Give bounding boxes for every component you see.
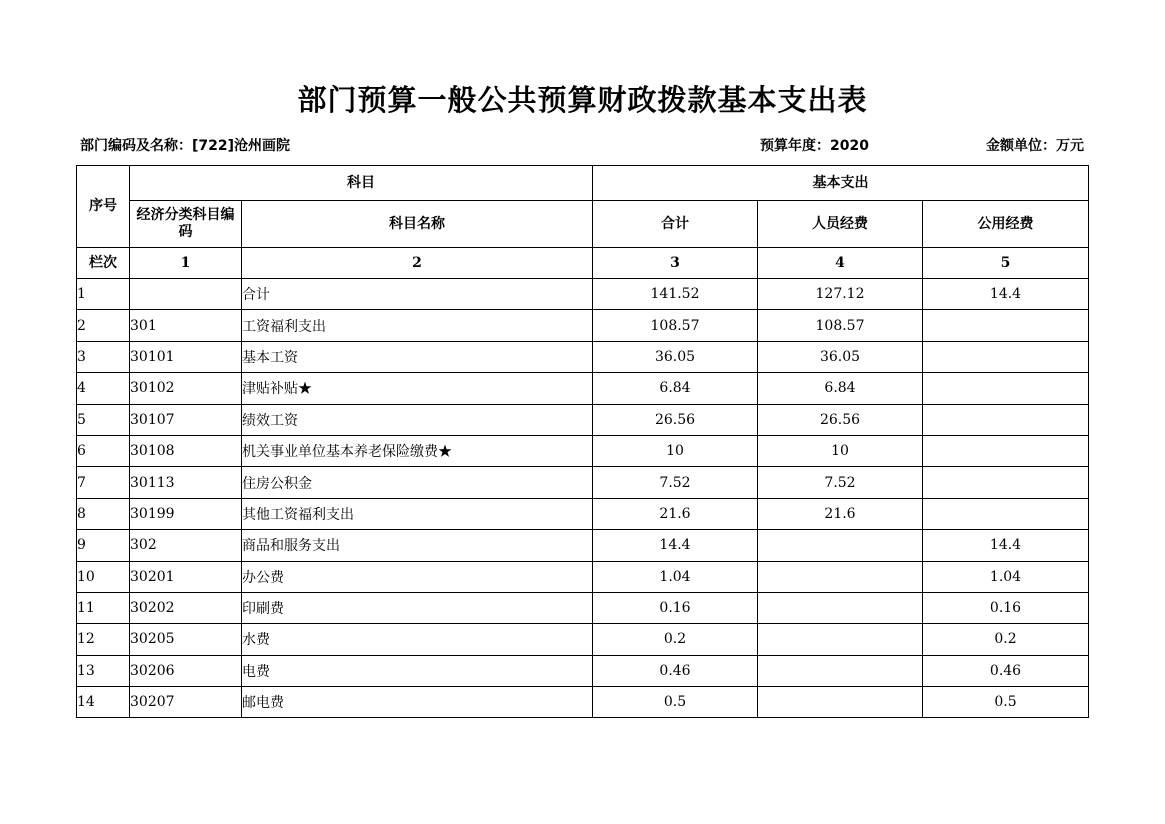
cell-total: 21.6 <box>593 498 758 529</box>
cell-personnel: 21.6 <box>758 498 923 529</box>
table-row <box>77 341 1089 372</box>
cell-public: 14.4 <box>923 530 1089 561</box>
cell-seq: 4 <box>77 373 130 404</box>
cell-seq: 14 <box>77 687 130 718</box>
table-row <box>77 279 1089 310</box>
cell-code: 30101 <box>130 341 242 372</box>
cell-personnel <box>758 687 923 718</box>
cell-code: 30113 <box>130 467 242 498</box>
cell-total: 6.84 <box>593 373 758 404</box>
cell-public: 0.5 <box>923 687 1089 718</box>
header-col-number: 4 <box>758 248 923 279</box>
cell-personnel <box>758 655 923 686</box>
cell-seq: 5 <box>77 404 130 435</box>
cell-name: 邮电费 <box>242 687 593 718</box>
cell-personnel: 10 <box>758 435 923 466</box>
header-seq: 序号 <box>77 166 130 248</box>
header-col-number: 5 <box>923 248 1089 279</box>
cell-name: 其他工资福利支出 <box>242 498 593 529</box>
cell-seq: 6 <box>77 435 130 466</box>
department-label: 部门编码及名称：[722]沧州画院 <box>80 138 291 154</box>
cell-public <box>923 498 1089 529</box>
cell-name: 商品和服务支出 <box>242 530 593 561</box>
cell-total: 141.52 <box>593 279 758 310</box>
cell-total: 26.56 <box>593 404 758 435</box>
table-row <box>77 310 1089 341</box>
table-row <box>77 498 1089 529</box>
cell-seq: 9 <box>77 530 130 561</box>
cell-seq: 3 <box>77 341 130 372</box>
table-row <box>77 373 1089 404</box>
cell-seq: 7 <box>77 467 130 498</box>
cell-name: 绩效工资 <box>242 404 593 435</box>
cell-name: 机关事业单位基本养老保险缴费★ <box>242 435 593 466</box>
cell-personnel: 6.84 <box>758 373 923 404</box>
cell-total: 1.04 <box>593 561 758 592</box>
cell-total: 7.52 <box>593 467 758 498</box>
cell-name: 办公费 <box>242 561 593 592</box>
cell-total: 0.46 <box>593 655 758 686</box>
table-row <box>77 530 1089 561</box>
cell-total: 108.57 <box>593 310 758 341</box>
cell-seq: 8 <box>77 498 130 529</box>
cell-public: 0.16 <box>923 592 1089 623</box>
cell-public: 14.4 <box>923 279 1089 310</box>
budget-table <box>76 165 1089 718</box>
cell-code: 30206 <box>130 655 242 686</box>
cell-name: 电费 <box>242 655 593 686</box>
header-econ-code: 经济分类科目编码 <box>130 201 242 248</box>
cell-personnel <box>758 530 923 561</box>
header-public: 公用经费 <box>923 201 1089 248</box>
cell-code: 30207 <box>130 687 242 718</box>
table-row <box>77 561 1089 592</box>
cell-code: 30202 <box>130 592 242 623</box>
header-col-number: 3 <box>593 248 758 279</box>
cell-code: 30102 <box>130 373 242 404</box>
cell-personnel <box>758 624 923 655</box>
cell-code: 30205 <box>130 624 242 655</box>
cell-public <box>923 373 1089 404</box>
cell-name: 水费 <box>242 624 593 655</box>
cell-personnel: 108.57 <box>758 310 923 341</box>
cell-total: 0.16 <box>593 592 758 623</box>
cell-code <box>130 279 242 310</box>
cell-seq: 10 <box>77 561 130 592</box>
cell-code: 30199 <box>130 498 242 529</box>
table-row <box>77 467 1089 498</box>
table-row <box>77 404 1089 435</box>
cell-seq: 2 <box>77 310 130 341</box>
header-personnel: 人员经费 <box>758 201 923 248</box>
cell-public <box>923 404 1089 435</box>
budget-year-label: 预算年度：2020 <box>760 138 869 154</box>
cell-total: 0.5 <box>593 687 758 718</box>
table-row <box>77 592 1089 623</box>
cell-name: 工资福利支出 <box>242 310 593 341</box>
cell-total: 10 <box>593 435 758 466</box>
cell-name: 印刷费 <box>242 592 593 623</box>
table-row <box>77 435 1089 466</box>
header-subject-name: 科目名称 <box>242 201 593 248</box>
cell-public: 0.46 <box>923 655 1089 686</box>
header-col-number: 1 <box>130 248 242 279</box>
cell-public: 1.04 <box>923 561 1089 592</box>
cell-name: 住房公积金 <box>242 467 593 498</box>
cell-seq: 12 <box>77 624 130 655</box>
cell-code: 30108 <box>130 435 242 466</box>
cell-personnel: 36.05 <box>758 341 923 372</box>
header-col-number: 2 <box>242 248 593 279</box>
cell-seq: 11 <box>77 592 130 623</box>
cell-name: 津贴补贴★ <box>242 373 593 404</box>
cell-total: 36.05 <box>593 341 758 372</box>
cell-total: 14.4 <box>593 530 758 561</box>
header-subject: 科目 <box>130 166 593 201</box>
cell-personnel: 7.52 <box>758 467 923 498</box>
amount-unit-label: 金额单位：万元 <box>986 138 1084 154</box>
cell-seq: 13 <box>77 655 130 686</box>
cell-code: 302 <box>130 530 242 561</box>
page-title: 部门预算一般公共预算财政拨款基本支出表 <box>297 83 868 117</box>
cell-code: 30107 <box>130 404 242 435</box>
cell-total: 0.2 <box>593 624 758 655</box>
cell-public <box>923 341 1089 372</box>
cell-personnel: 26.56 <box>758 404 923 435</box>
cell-public: 0.2 <box>923 624 1089 655</box>
cell-name: 基本工资 <box>242 341 593 372</box>
cell-name: 合计 <box>242 279 593 310</box>
header-basic-expense: 基本支出 <box>593 166 1089 201</box>
cell-personnel <box>758 561 923 592</box>
table-row <box>77 624 1089 655</box>
header-total: 合计 <box>593 201 758 248</box>
table-row <box>77 655 1089 686</box>
header-col-index-label: 栏次 <box>77 248 130 279</box>
cell-personnel: 127.12 <box>758 279 923 310</box>
table-row <box>77 687 1089 718</box>
cell-code: 301 <box>130 310 242 341</box>
cell-code: 30201 <box>130 561 242 592</box>
cell-public <box>923 435 1089 466</box>
cell-public <box>923 310 1089 341</box>
cell-public <box>923 467 1089 498</box>
cell-seq: 1 <box>77 279 130 310</box>
cell-personnel <box>758 592 923 623</box>
